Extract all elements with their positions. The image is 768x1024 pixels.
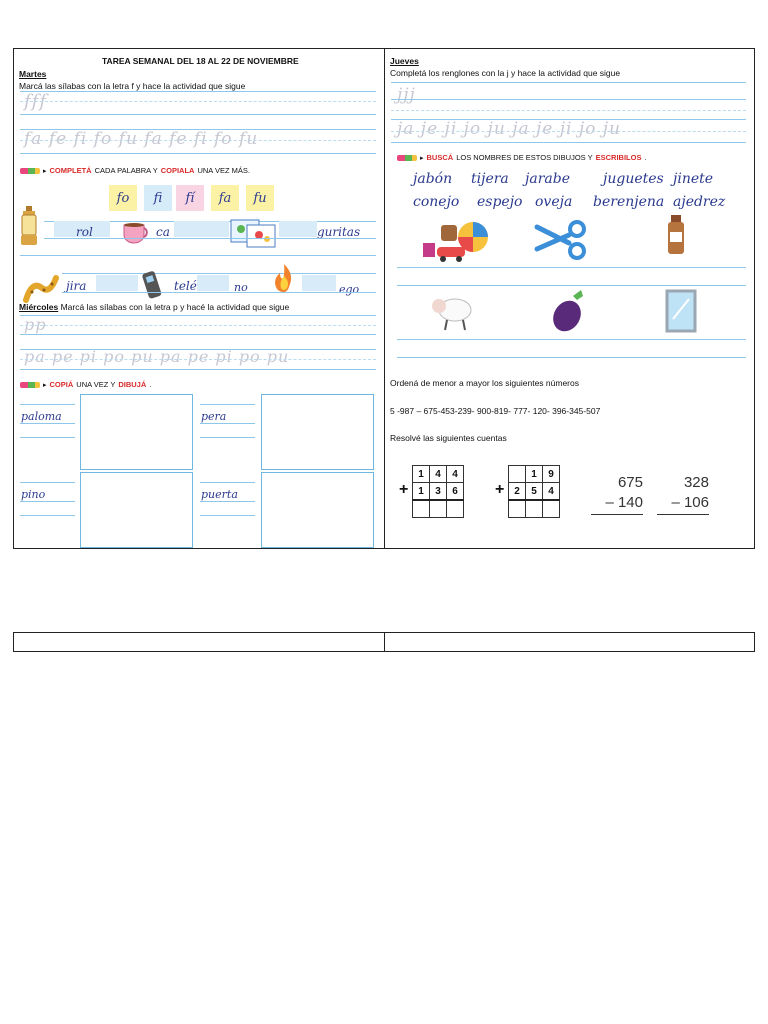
worksheet-table [13, 48, 755, 549]
fire-icon [270, 261, 298, 295]
syllable-card: fo [109, 185, 137, 211]
copy-instruction: ▸ COPIÁ UNA VEZ Y DIBUJÁ . [20, 380, 151, 389]
word-fragment: rol [76, 225, 93, 239]
pencil-icon [397, 155, 417, 161]
empty-table-row [13, 632, 755, 652]
trace-f-syllables: fa fe fi fo fu fa fe fi fo fu [24, 129, 259, 149]
word-bank-item: ajedrez [673, 194, 726, 210]
subtraction-1: 675 – 140 [591, 473, 643, 515]
writing-line [391, 99, 746, 100]
mirror-icon [663, 287, 699, 335]
writing-line [397, 285, 746, 286]
trace-p-syllables: pa pe pi po pu pa pe pi po pu [24, 347, 290, 366]
puzzle-icon [229, 217, 279, 249]
answer-cell[interactable] [526, 500, 543, 518]
drawing-box[interactable] [80, 472, 193, 548]
page-title: TAREA SEMANAL DEL 18 AL 22 DE NOVIEMBRE [102, 56, 299, 66]
eggplant-icon [545, 287, 589, 335]
syllable-card: fí [176, 185, 204, 211]
drawing-box[interactable] [261, 472, 374, 548]
word-blank [302, 275, 336, 291]
syllable-card: fa [211, 185, 239, 211]
addition-grid-1: 1 4 4 1 3 6 [412, 465, 464, 518]
empty-cell [14, 633, 385, 651]
toys-icon [421, 217, 491, 263]
syrup-bottle-icon [663, 213, 689, 257]
word-bank-item: jinete [673, 171, 714, 187]
word-blank [279, 221, 317, 237]
answer-cell[interactable] [430, 500, 447, 518]
giraffe-icon [22, 273, 62, 305]
cup-icon [120, 218, 154, 246]
writing-line [397, 267, 746, 268]
pencil-icon [20, 382, 40, 388]
word-fragment: guritas [317, 225, 361, 239]
writing-line [62, 273, 376, 274]
answer-cell[interactable] [413, 500, 430, 518]
order-instruction: Ordená de menor a mayor los siguientes números [390, 378, 579, 388]
trace-f-single: fff [24, 91, 47, 112]
word-bank-item: berenjena [593, 194, 665, 210]
day-martes: Martes [19, 69, 47, 79]
addition-grid-2: 1 9 2 5 4 [508, 465, 560, 518]
word-bank-item: conejo [413, 194, 460, 210]
writing-line [20, 359, 376, 360]
writing-line [44, 238, 376, 239]
writing-line [20, 369, 376, 370]
writing-line [391, 82, 746, 83]
instruction-martes: Marcá las sílabas con la letra f y hace la actividad que sigue [19, 81, 246, 91]
writing-line [20, 140, 376, 141]
word-bank-item: jarabe [525, 171, 570, 187]
word-bank-item: oveja [535, 194, 573, 210]
copy-word-paloma: paloma [21, 410, 62, 423]
word-bank-item: jabón [413, 171, 453, 187]
writing-line [391, 110, 746, 111]
word-blank [197, 275, 229, 291]
word-fragment: ca [156, 225, 170, 239]
trace-p-single: pp [24, 315, 47, 334]
lamp-icon [16, 204, 42, 248]
day-miercoles: Miércoles [19, 302, 59, 312]
writing-line [20, 255, 376, 256]
answer-cell[interactable] [447, 500, 464, 518]
trace-j-single: jjj [397, 85, 416, 105]
subtraction-2: 328 – 106 [657, 473, 709, 515]
writing-line [62, 292, 376, 293]
copy-word-pera: pera [201, 410, 227, 423]
syllable-card: fi [144, 185, 172, 211]
word-fragment: telé [174, 279, 197, 293]
plus-sign: + [399, 481, 409, 498]
drawing-box[interactable] [80, 394, 193, 470]
word-blank [174, 221, 229, 237]
word-blank [96, 275, 138, 291]
scissors-icon [533, 219, 589, 263]
syllable-card: fu [246, 185, 274, 211]
writing-line [20, 114, 376, 115]
writing-line [391, 131, 746, 132]
search-instruction: ▸ BUSCÁ LOS NOMBRES DE ESTOS DIBUJOS Y ESCRIBILOS . [397, 153, 647, 162]
writing-line [20, 334, 376, 335]
writing-line [20, 101, 376, 102]
writing-line [397, 339, 746, 340]
resolve-instruction: Resolvé las siguientes cuentas [390, 433, 507, 443]
numbers-list: 5 -987 – 675-453-239- 900-819- 777- 120- 396-345-507 [390, 406, 601, 416]
word-fragment: ego [339, 283, 360, 296]
word-bank-item: tijera [471, 171, 509, 187]
day-jueves: Jueves [390, 56, 419, 66]
word-bank-item: espejo [477, 194, 523, 210]
writing-line [20, 325, 376, 326]
word-bank-item: juguetes [603, 171, 664, 187]
writing-line [391, 142, 746, 143]
word-fragment: jira [66, 279, 87, 293]
writing-line [397, 357, 746, 358]
empty-cell [385, 633, 754, 651]
answer-cell[interactable] [509, 500, 526, 518]
drawing-box[interactable] [261, 394, 374, 470]
word-fragment: no [234, 281, 248, 294]
instruction-miercoles: Miércoles Marcá las sílabas con la letra p y hacé la actividad que sigue [19, 302, 290, 312]
writing-line [20, 91, 376, 92]
trace-j-syllables: ja je ji jo ju ja je ji jo ju [397, 119, 621, 139]
left-column [14, 49, 385, 548]
plus-sign: + [495, 481, 505, 498]
copy-word-puerta: puerta [201, 488, 238, 501]
instruction-jueves: Completá los renglones con la j y hace la actividad que sigue [390, 68, 621, 78]
copy-word-pino: pino [21, 488, 46, 501]
right-column [385, 49, 754, 548]
pencil-icon [20, 168, 40, 174]
writing-line [20, 153, 376, 154]
sheep-icon [429, 287, 477, 335]
answer-cell[interactable] [543, 500, 560, 518]
writing-line [20, 315, 376, 316]
phone-icon [138, 267, 164, 301]
complete-instruction: ▸ COMPLETÁ CADA PALABRA Y COPIALA UNA VEZ MÁS. [20, 166, 250, 175]
